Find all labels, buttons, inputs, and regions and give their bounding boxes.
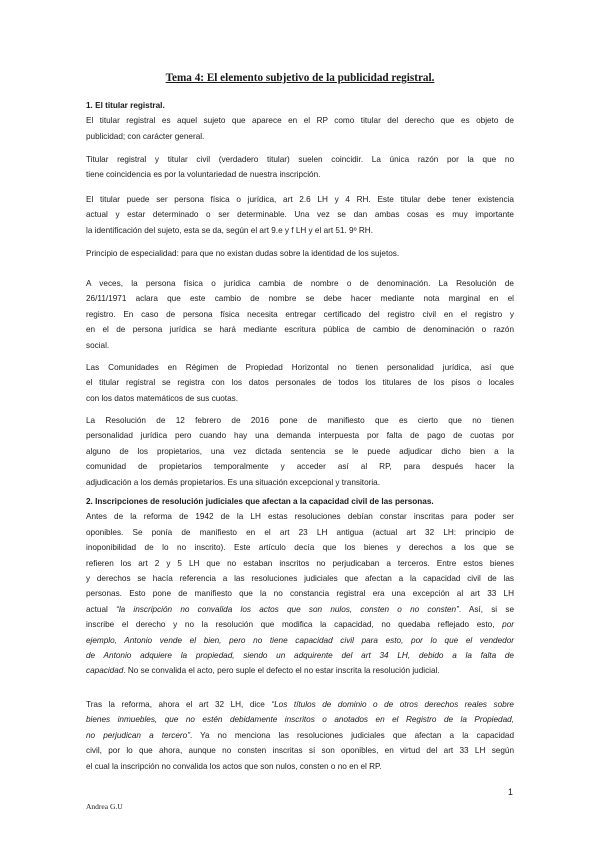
paragraph-line: civil, por lo que ahora, aunque no consten inscritas sí son oponibles, en virtud del art 33 LH según — [86, 746, 514, 756]
section-2-heading: 2. Inscripciones de resolución judiciales que afectan a la capacidad civil de las personas. — [86, 497, 434, 506]
paragraph-line: Titular registral y titular civil (verdadero titular) suelen coincidir. La única razón por la que no — [86, 155, 514, 164]
paragraph-line: el cual la inscripción no convalida los actos que son nulos, consten o no en el RP. — [86, 761, 382, 771]
paragraph-line: El titular puede ser persona física o jurídica, art 2.6 LH y 4 RH. Este titular debe tener existencia — [86, 195, 514, 204]
paragraph-line: A veces, la persona física o jurídica cambia de nombre o de denominación. La Resolución de — [86, 279, 514, 288]
paragraph-line: oponibles. Se ponía de manifiesto en el art 23 LH antigua (actual art 32 LH: principio de — [86, 527, 514, 537]
text-run: inscribe el derecho y no la resolución que modifica la capacidad, no quedaba reflejado esto, — [86, 620, 503, 630]
text-run: Tras la reforma, ahora el art 32 LH, dice — [86, 700, 272, 709]
paragraph-line — [86, 663, 514, 678]
paragraph-line — [86, 617, 514, 632]
quote-text: no perjudican a tercero” — [86, 730, 190, 740]
example-text: por — [502, 620, 514, 630]
paragraph-persona — [86, 192, 514, 238]
document-title: Tema 4: El elemento subjetivo de la publicidad registral. — [165, 72, 435, 84]
paragraph-line: alguno de los propietarios, una vez dictada sentencia se le puede adjudicar dicho bien a la — [86, 446, 514, 456]
paragraph-line: Principio de especialidad: para que no existan dudas sobre la identidad de los sujetos. — [86, 249, 400, 258]
paragraph-resolucion-2016 — [86, 413, 514, 490]
paragraph-line: 26/11/1971 aclara que este cambio de nombre se debe hacer mediante nota marginal en el — [86, 294, 514, 304]
section-2 — [86, 494, 514, 679]
paragraph-tras-reforma — [86, 697, 514, 774]
paragraph-line — [86, 697, 514, 712]
paragraph-line: actual y estar determinado o ser determinable. Una vez se dan ambas cosas es muy importante — [86, 210, 514, 220]
page-number: 1 — [508, 787, 513, 797]
example-line: ejemplo, Antonio vende el bien, pero no tiene capacidad civil para esto, por lo que el vendedor — [86, 635, 514, 645]
example-text: capacidad — [86, 666, 124, 676]
paragraph-titular-civil — [86, 152, 514, 183]
footer-author: Andrea G.U — [86, 802, 123, 811]
quote-line: bienes inmuebles, que no estén debidamente inscritos o anotados en el Registro de la Propiedad, — [86, 715, 514, 725]
paragraph-line: publicidad; con carácter general. — [86, 131, 205, 141]
paragraph-line: personas. Esto pone de manifiesto que la no constancia registral era una excepción al art 33 LH — [86, 589, 514, 599]
paragraph-line: La Resolución de 12 febrero de 2016 pone de manifiesto que es cierto que no tienen — [86, 416, 514, 425]
paragraph-line: personalidad jurídica pero cuando hay una demanda interpuesta por falta de pago de cuotas por — [86, 431, 514, 441]
paragraph-line: Las Comunidades en Régimen de Propiedad Horizontal no tienen personalidad jurídica, así que — [86, 363, 514, 372]
quote-text: “Los títulos de dominio o de otros derechos reales sobre — [271, 700, 514, 709]
paragraph-line: inoponibilidad de lo no inscrito). Este artículo decía que los bienes y derechos a los que se — [86, 543, 514, 553]
paragraph-line: tiene coincidencia es por la voluntariedad de nuestra inscripción. — [86, 170, 321, 180]
paragraph-line: Antes de la reforma de 1942 de la LH estas resoluciones debían constar inscritas para poder ser — [86, 512, 514, 522]
paragraph-line: El titular registral es aquel sujeto que aparece en el RP como titular del derecho que es objeto de — [86, 116, 514, 126]
text-run: . Ya no menciona las resoluciones judiciales que afectan a la capacidad — [189, 730, 514, 740]
paragraph-line — [86, 602, 514, 617]
section-1 — [86, 98, 514, 144]
paragraph-line: social. — [86, 340, 110, 350]
paragraph-line: y derechos se hacía referencia a las resoluciones judiciales que afectan a la capacidad civil de las — [86, 573, 514, 583]
paragraph-line — [86, 728, 514, 743]
paragraph-especialidad — [86, 246, 514, 261]
paragraph-comunidades — [86, 360, 514, 406]
paragraph-line: el titular registral se registra con los datos personales de todos los titulares de los pisos o locales — [86, 378, 514, 388]
paragraph-line: refieren los art 2 y 5 LH que no estaban inscritos no perjudicaban a terceros. Entre estos bienes — [86, 558, 514, 568]
example-line: de Antonio adquiere la propiedad, siendo un adquirente del art 34 LH, debido a la falta de — [86, 650, 514, 660]
text-run: . Así, si se — [458, 604, 515, 614]
paragraph-line: comunidad de propietarios temporalmente y acceder así al RP, para después hacer la — [86, 462, 514, 472]
section-1-heading: 1. El titular registral. — [86, 101, 165, 110]
paragraph-line: registro. En caso de persona física necesita entregar certificado del registro civil en el registro y — [86, 309, 514, 319]
text-run: . No se convalida el acto, pero suple el defecto el no estar inscrita la resolución judicial. — [123, 666, 440, 676]
quote-text: “la inscripción no convalida los actos que son nulos, consten o no consten” — [116, 604, 459, 614]
paragraph-line: la identificación del sujeto, esta se da, según el art 9.e y f LH y el art 51. 9º RH. — [86, 225, 373, 235]
paragraph-line: con los datos matemáticos de sus cuotas. — [86, 393, 239, 403]
paragraph-line: en el de persona jurídica se hará mediante escritura pública de cambio de denominación o razón — [86, 325, 514, 335]
paragraph-line: adjudicación a los demás propietarios. Es una situación excepcional y transitoria. — [86, 477, 381, 487]
paragraph-cambio-nombre — [86, 276, 514, 353]
text-run: actual — [86, 604, 117, 614]
